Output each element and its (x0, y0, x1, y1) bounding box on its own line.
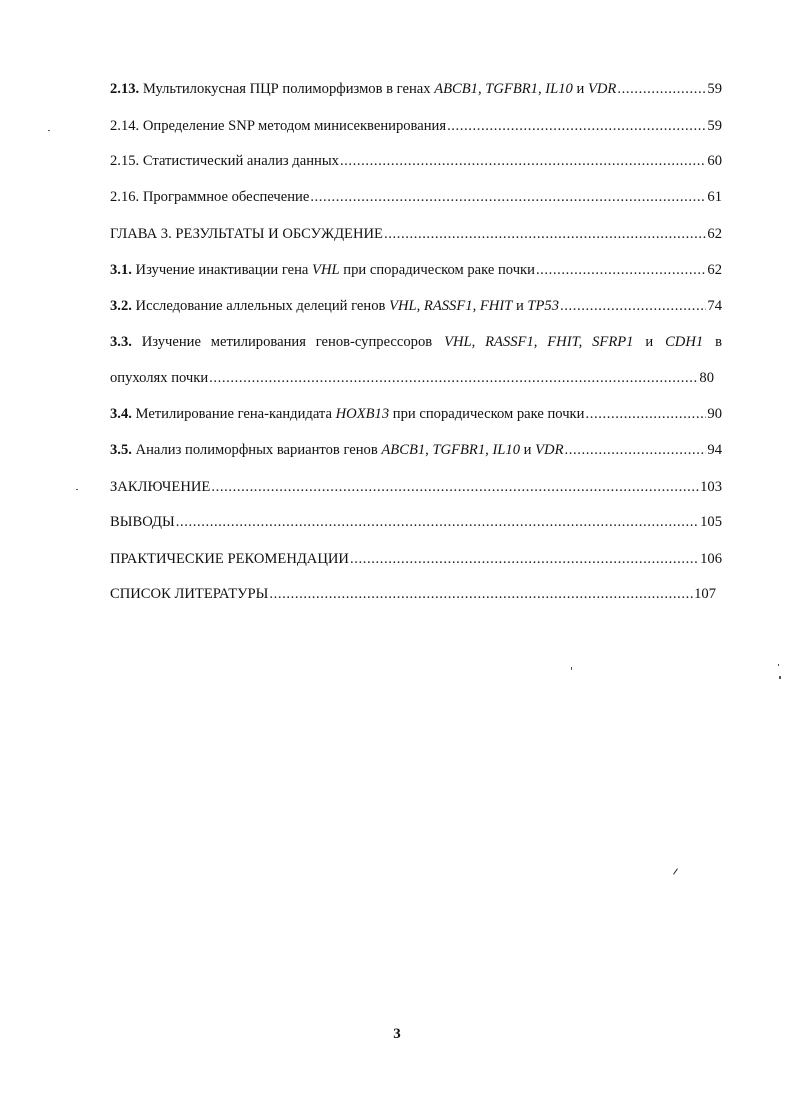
scan-speck (779, 676, 781, 679)
toc-entry-page: 62 (707, 262, 722, 278)
toc-entry-title: Статистический анализ данных (142, 153, 339, 169)
toc-entry (110, 513, 722, 531)
scan-speck (48, 130, 50, 131)
toc-entry (110, 297, 722, 315)
toc-entry-title: Мультилокусная ПЦР полиморфизмов в генах ABCB1, TGFBR1, IL10 и VDR (142, 81, 617, 97)
toc-entry-title: ВЫВОДЫ (110, 514, 175, 530)
toc-entry-number: 2.14. (110, 118, 140, 134)
toc-entry-page: 105 (700, 514, 722, 530)
toc-entry (110, 585, 716, 603)
toc-entry-number: 3.1. (110, 262, 132, 278)
toc-leader (269, 585, 693, 603)
toc-entry-page: 62 (707, 226, 722, 242)
scan-speck (76, 489, 78, 490)
toc-entry-page: 107 (694, 586, 716, 602)
toc-entry-title: Метилирование гена-кандидата HOXB13 при спорадическом раке почки (135, 406, 585, 422)
toc-entry (110, 188, 722, 206)
toc-entry-page: 61 (707, 189, 722, 205)
toc-entry-continuation (110, 369, 714, 387)
toc-entry-number: 3.2. (110, 298, 132, 314)
toc-entry-title: Изучение инактивации гена VHL при спорадическом раке почки (135, 262, 535, 278)
toc-entry (110, 80, 722, 98)
toc-entry-page: 74 (707, 298, 722, 314)
toc-leader (447, 117, 706, 135)
toc-leader (560, 297, 706, 315)
toc-entry-number: 2.16. (110, 189, 140, 205)
toc-leader (536, 261, 706, 279)
toc-entry (110, 225, 722, 243)
toc-entry-page: 59 (707, 81, 722, 97)
toc-entry (110, 117, 722, 135)
toc-leader (209, 369, 698, 387)
toc-entry-number: 3.4. (110, 406, 132, 422)
toc-entry-number: 3.5. (110, 442, 132, 458)
toc-leader (310, 188, 706, 206)
toc-leader (176, 513, 699, 531)
toc-leader (565, 441, 707, 459)
toc-entry (110, 478, 722, 496)
toc-entry (110, 261, 722, 279)
scan-speck (571, 667, 572, 670)
toc-entry (110, 405, 722, 423)
toc-entry-page: 80 (699, 370, 714, 386)
toc-entry-page: 106 (700, 551, 722, 567)
toc-entry-page: 60 (707, 153, 722, 169)
toc-entry-number: 3.3. (110, 334, 132, 350)
toc-entry-title: Определение SNP методом минисеквенирования (142, 118, 447, 134)
toc-leader (211, 478, 699, 496)
toc-entry-title: Анализ полиморфных вариантов генов ABCB1, TGFBR1, IL10 и VDR (135, 442, 564, 458)
toc-entry-title: ГЛАВА 3. РЕЗУЛЬТАТЫ И ОБСУЖДЕНИЕ (110, 226, 383, 242)
scan-speck (778, 664, 779, 666)
toc-entry (110, 152, 722, 170)
toc-entry-number: 2.13. (110, 81, 140, 97)
toc-entry-title: Программное обеспечение (142, 189, 310, 205)
toc-entry-title: опухолях почки (110, 370, 209, 386)
toc-leader (384, 225, 706, 243)
toc-entry-title: ПРАКТИЧЕСКИЕ РЕКОМЕНДАЦИИ (110, 551, 349, 567)
toc-entry (110, 441, 722, 459)
toc-leader (617, 80, 706, 98)
toc-leader (350, 550, 699, 568)
toc-entry-page: 90 (707, 406, 722, 422)
toc-entry-page: 94 (707, 442, 722, 458)
scan-speck (673, 868, 678, 874)
toc-entry (110, 550, 722, 568)
toc-leader (585, 405, 706, 423)
toc-entry-title: ЗАКЛЮЧЕНИЕ (110, 479, 211, 495)
toc-entry-title: Изучение метилирования генов-супрессоров VHL, RASSF1, FHIT, SFRP1 и CDH1 в (141, 334, 722, 350)
toc-entry-number: 2.15. (110, 153, 140, 169)
toc-entry-page: 103 (700, 479, 722, 495)
toc-leader (340, 152, 706, 170)
toc-entry-title: СПИСОК ЛИТЕРАТУРЫ (110, 586, 269, 602)
toc-entry-page: 59 (707, 118, 722, 134)
page-number: 3 (393, 1026, 401, 1042)
toc-entry-title: Исследование аллельных делеций генов VHL, RASSF1, FHIT и TP53 (135, 298, 560, 314)
toc-entry (110, 333, 722, 351)
